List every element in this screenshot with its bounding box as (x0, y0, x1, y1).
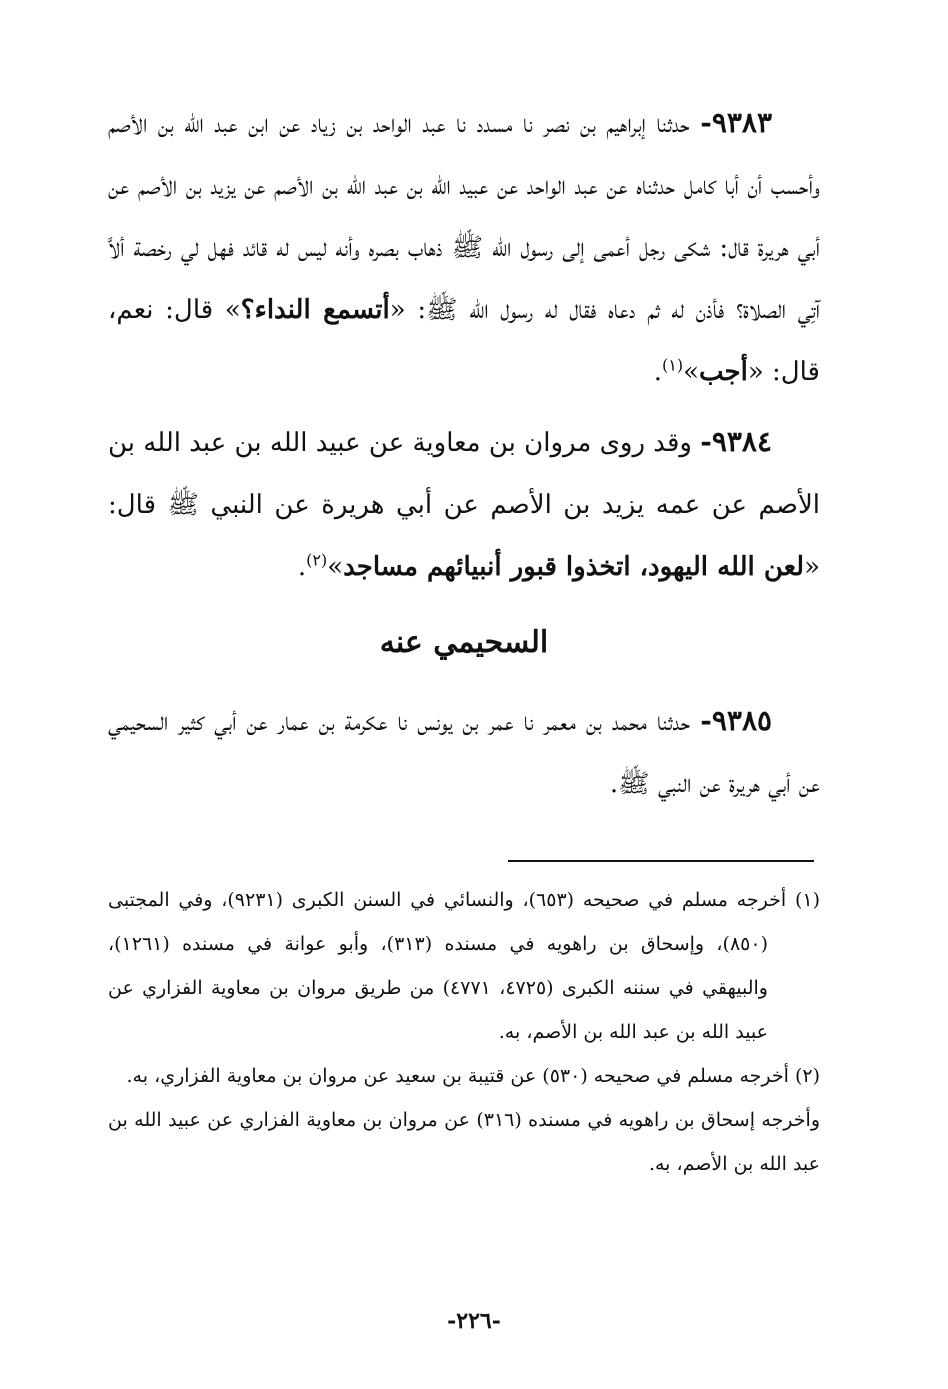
answer-close: » (683, 357, 699, 387)
footnote-marker: (٢) (794, 1065, 820, 1087)
hadith-number: ٩٣٨٣- (700, 106, 772, 139)
hadith-text: وقد روى مروان بن معاوية عن عبيد الله بن عبد الله بن الأصم عن عمه يزيد بن الأصم عن أبي هريرة عن النبي ﷺ قال: « (108, 428, 820, 582)
footnote-divider (508, 860, 814, 862)
sentence-end: . (653, 357, 662, 387)
hadith-9385 (108, 690, 820, 815)
footnote-text: أخرجه مسلم في صحيحه (٦٥٣)، والنسائي في السنن الكبرى (٩٢٣١)، وفي المجتبى (٨٥٠)، وإسحاق بن راهويه في مسنده (٣١٣)، وأبو عوانة في مسنده (١٢٦١)، والبيهقي في سننه الكبرى (٤٧٢٥، ٤٧٧١) من طريق مروان بن معاوية الفزاري عن عبيد الله بن عبد الله بن الأصم، به. (108, 889, 787, 1043)
prophet-quote: لعن الله اليهود، اتخذوا قبور أنبيائهم مساجد (343, 552, 805, 582)
footnotes (108, 878, 820, 1186)
footnote-2 (108, 1054, 820, 1098)
footnote-ref-1: (١) (661, 355, 684, 375)
hadith-text: حدثنا إبراهيم بن نصر نا مسدد نا عبد الواحد بن زياد عن ابن عبد الله بن الأصم وأحسب أن أبا كامل حدثناه عن عبد الواحد عن عبيد الله بن عبد الله بن الأصم عن يزيد بن الأصم عن أبي هريرة قال: شكى رجل أعمى إلى رسول الله ﷺ ذهاب بصره وأنه ليس له قائد فهل لي رخصة ألاَّ آتِي الصلاة؟ فأذن له ثم دعاه فقال له رسول الله ﷺ: (108, 109, 821, 325)
hadith-number: ٩٣٨٥- (700, 704, 773, 737)
footnote-ref-2: (٢) (306, 550, 328, 570)
hadith-9383 (108, 92, 820, 403)
section-heading: السحيمي عنه (379, 625, 549, 660)
footnote-marker: (١) (794, 889, 821, 911)
main-text (108, 92, 820, 823)
sentence-end: . (297, 552, 307, 582)
hadith-number: ٩٣٨٤- (700, 425, 772, 458)
hadith-9384 (108, 411, 820, 598)
footnote-2-extra: وأخرجه إسحاق بن راهويه في مسنده (٣١٦) عن مروان بن معاوية الفزاري عن عبيد الله بن عبد الله بن الأصم، به. (108, 1109, 820, 1175)
quote-close: » (224, 295, 241, 325)
prophet-quote: أتسمع النداء؟ (240, 295, 390, 325)
hadith-text-middle: قال: نعم، قال: « (108, 295, 820, 387)
page-number: -٢٢٦- (447, 1308, 501, 1334)
prophet-answer: أجب (698, 357, 748, 387)
quote-close: » (327, 552, 344, 582)
hadith-text: حدثنا محمد بن معمر نا عمر بن يونس نا عكرمة بن عمار عن أبي كثير السحيمي عن أبي هريرة عن النبي ﷺ. (108, 707, 820, 799)
quote-open: « (389, 295, 406, 325)
footnote-text: أخرجه مسلم في صحيحه (٥٣٠) عن قتيبة بن سعيد عن مروان بن معاوية الفزاري، به. (126, 1065, 789, 1087)
footnote-1 (108, 878, 820, 1054)
